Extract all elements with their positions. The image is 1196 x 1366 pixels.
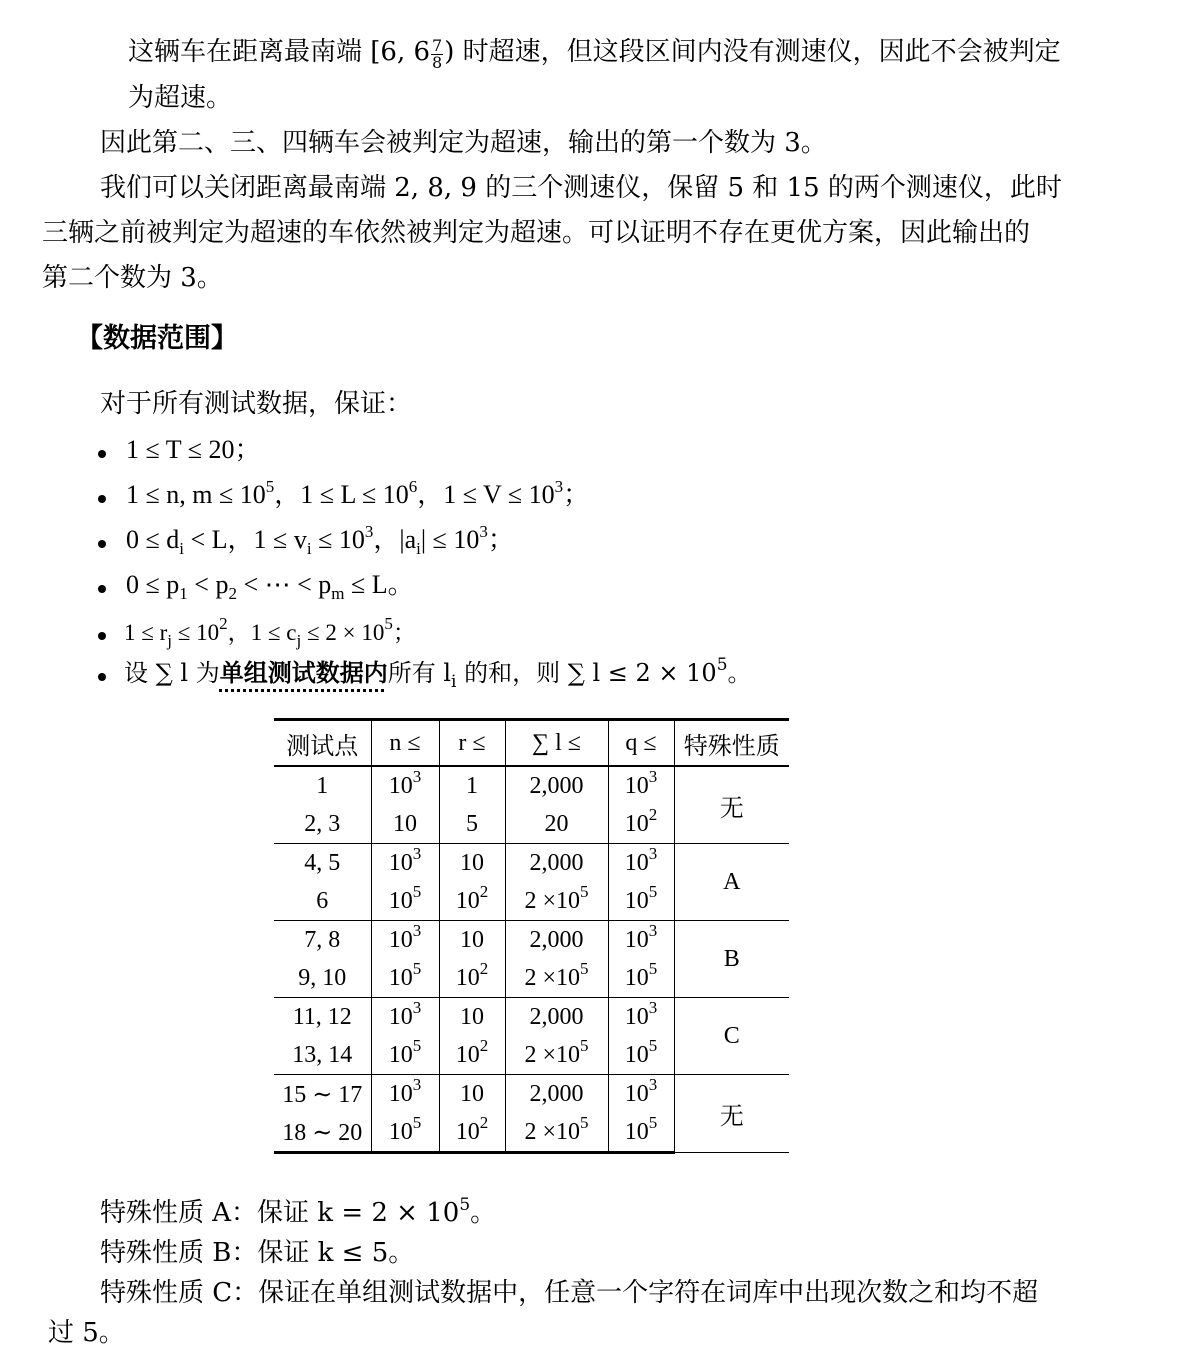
- table-cell-sum: $2 \times 10^5$: [505, 1113, 608, 1153]
- table-cell-r: $10^2$: [439, 882, 505, 921]
- table-cell-n: $10^5$: [371, 959, 439, 998]
- table-cell-r: 1: [439, 766, 505, 805]
- table-cell-n: $10^5$: [371, 1036, 439, 1075]
- table-cell-r: 10: [439, 998, 505, 1037]
- note-b: 特殊性质 B：保证 k ≤ 5。: [100, 1238, 415, 1268]
- note-c-line-1: 特殊性质 C：保证在单组测试数据中，任意一个字符在词库中出现次数之和均不超: [100, 1278, 1039, 1308]
- table-cell-property: 无: [674, 766, 789, 844]
- constraint-5: $1 \le r_j \le 10^2$，$1 \le c_j \le 2 \times 10^5$；: [124, 614, 416, 650]
- table-cell-r: $10^2$: [439, 959, 505, 998]
- table-row: [274, 766, 789, 805]
- table-cell-q: $10^3$: [608, 998, 674, 1037]
- header-cell: n ≤: [371, 720, 439, 767]
- table-row: [274, 1075, 789, 1114]
- table-cell-point: 4, 5: [274, 844, 371, 883]
- paragraph-line-4: 我们可以关闭距离最南端 2, 8, 9 的三个测速仪，保留 5 和 15 的两个测速仪，此时: [100, 173, 1062, 203]
- constraint-4: $0 \le p_1 < p_2$ < ⋯ < $p_m \le L$。: [126, 570, 414, 603]
- bullet-icon: [98, 495, 106, 503]
- table-cell-r: 10: [439, 921, 505, 960]
- table-cell-n: $10^5$: [371, 882, 439, 921]
- paragraph-line-5: 三辆之前被判定为超速的车依然被判定为超速。可以证明不存在更优方案，因此输出的: [42, 218, 1031, 248]
- table-row: [274, 921, 789, 960]
- paragraph-line-2: 为超速。: [128, 83, 233, 113]
- table-cell-point: 1: [274, 766, 371, 805]
- paragraph-line-6: 第二个数为 3。: [42, 263, 223, 293]
- table-cell-n: $10^3$: [371, 998, 439, 1037]
- table-cell-r: 10: [439, 1075, 505, 1114]
- constraint-3: $0 \le d_i < L$，$1 \le v_i \le 10^3$，$|a_i| \le 10^3$；: [126, 522, 514, 558]
- header-cell: 测试点: [274, 720, 371, 767]
- table-cell-point: 7, 8: [274, 921, 371, 960]
- constraint-6: 设 ∑ l 为单组测试数据内所有 $l_i$ 的和，则 ∑ $l \le 2 \times 10^5$。: [124, 655, 752, 692]
- table-cell-q: $10^3$: [608, 844, 674, 883]
- table-cell-r: 10: [439, 844, 505, 883]
- table-cell-q: $10^3$: [608, 921, 674, 960]
- header-cell: 特殊性质: [674, 720, 789, 767]
- table-cell-property: A: [674, 844, 789, 921]
- table-cell-property: 无: [674, 1075, 789, 1153]
- table-cell-q: $10^5$: [608, 1036, 674, 1075]
- fraction: $\frac{7}{8}$: [432, 36, 443, 72]
- table-cell-sum: 2,000: [505, 998, 608, 1037]
- table-cell-sum: $2 \times 10^5$: [505, 882, 608, 921]
- table-cell-q: $10^3$: [608, 766, 674, 805]
- table-cell-q: $10^5$: [608, 1113, 674, 1153]
- table-cell-point: 11, 12: [274, 998, 371, 1037]
- table-cell-sum: 20: [505, 805, 608, 844]
- note-c-line-2: 过 5。: [48, 1318, 125, 1348]
- table-cell-point: 15 ∼ 17: [274, 1075, 371, 1114]
- bullet-icon: [98, 632, 106, 640]
- table-cell-q: $10^5$: [608, 882, 674, 921]
- header-cell: r ≤: [439, 720, 505, 767]
- constraint-1: 1 ≤ T ≤ 20；: [126, 435, 261, 464]
- table-cell-r: $10^2$: [439, 1036, 505, 1075]
- table-cell-point: 18 ∼ 20: [274, 1113, 371, 1153]
- data-range-table: [274, 718, 789, 1154]
- table-cell-q: $10^2$: [608, 805, 674, 844]
- table-cell-sum: 2,000: [505, 766, 608, 805]
- table-cell-n: 10: [371, 805, 439, 844]
- paragraph-line-3: 因此第二、三、四辆车会被判定为超速，输出的第一个数为 3。: [100, 128, 827, 158]
- emphasis-text: 单组测试数据内: [219, 659, 388, 687]
- table-cell-q: $10^5$: [608, 959, 674, 998]
- table-cell-point: 13, 14: [274, 1036, 371, 1075]
- table-cell-r: $10^2$: [439, 1113, 505, 1153]
- table-cell-q: $10^3$: [608, 1075, 674, 1114]
- table-cell-n: $10^3$: [371, 766, 439, 805]
- header-cell: ∑ l ≤: [505, 720, 608, 767]
- header-cell: q ≤: [608, 720, 674, 767]
- table-cell-n: $10^3$: [371, 1075, 439, 1114]
- bullet-icon: [98, 585, 106, 593]
- bullet-icon: [98, 450, 106, 458]
- table-cell-r: 5: [439, 805, 505, 844]
- table-header-row: [274, 720, 789, 767]
- table-cell-sum: $2 \times 10^5$: [505, 959, 608, 998]
- table-cell-sum: $2 \times 10^5$: [505, 1036, 608, 1075]
- section-heading: 【数据范围】: [76, 323, 238, 354]
- table-row: [274, 998, 789, 1037]
- guarantee-intro: 对于所有测试数据，保证：: [100, 389, 413, 419]
- table-cell-point: 2, 3: [274, 805, 371, 844]
- note-a: 特殊性质 A：保证 $k = 2 \times 10^5$。: [100, 1195, 497, 1228]
- table-cell-sum: 2,000: [505, 844, 608, 883]
- bullet-icon: [98, 540, 106, 548]
- table-cell-property: C: [674, 998, 789, 1075]
- table-cell-n: $10^3$: [371, 921, 439, 960]
- table-cell-point: 6: [274, 882, 371, 921]
- table-cell-n: $10^5$: [371, 1113, 439, 1153]
- table-cell-property: B: [674, 921, 789, 998]
- table-cell-sum: 2,000: [505, 921, 608, 960]
- table-row: [274, 844, 789, 883]
- constraint-2: 1 ≤ n, $m \le 10^5$，$1 \le L \le 10^6$，$1 \le V \le 10^3$；: [126, 477, 590, 509]
- table-cell-sum: 2,000: [505, 1075, 608, 1114]
- table-cell-n: $10^3$: [371, 844, 439, 883]
- paragraph-line-1: 这辆车在距离最南端 [6, 6 $\frac{7}{8}$ ) 时超速，但这段区间内没有测速仪，因此不会被判定: [128, 36, 1061, 72]
- bullet-icon: [98, 673, 106, 681]
- table-cell-point: 9, 10: [274, 959, 371, 998]
